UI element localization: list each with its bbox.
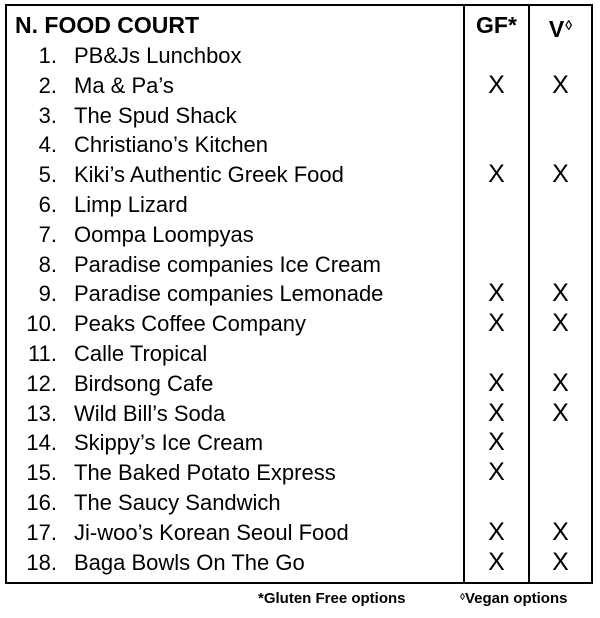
- gluten-free-mark: X: [488, 309, 505, 338]
- vegan-footnote: [460, 590, 567, 607]
- table-row: [7, 488, 591, 518]
- vendor-name: Paradise companies Ice Cream: [74, 251, 381, 277]
- vendor-name: Wild Bill’s Soda: [74, 400, 226, 426]
- vendor-name: Paradise companies Lemonade: [74, 281, 384, 307]
- table-row: [7, 369, 591, 399]
- row-number: 10.: [26, 311, 57, 337]
- vegan-footnote-mark: ◊: [460, 592, 465, 603]
- row-number: 13.: [26, 400, 57, 426]
- vegan-footnote-label: Vegan options: [464, 590, 568, 607]
- row-number: 16.: [26, 489, 57, 515]
- gluten-free-footnote: *Gluten Free options: [258, 590, 406, 607]
- row-number: 11.: [28, 340, 57, 366]
- table-row: [7, 518, 591, 548]
- vegan-mark: X: [552, 368, 569, 397]
- row-number: 2.: [38, 72, 57, 98]
- table-row: [7, 130, 591, 160]
- table-row: [7, 279, 591, 309]
- vegan-lozenge-mark: ◊: [565, 17, 573, 33]
- row-number: 7.: [38, 221, 57, 247]
- table-row: [7, 160, 591, 190]
- vendor-name: The Spud Shack: [74, 102, 237, 128]
- table-row: [7, 339, 591, 369]
- gluten-free-mark: X: [488, 279, 505, 308]
- vegan-mark: X: [552, 517, 569, 546]
- food-court-table: [5, 4, 593, 584]
- vendor-name: Limp Lizard: [74, 191, 188, 217]
- table-row: [7, 101, 591, 131]
- vendor-name: Kiki’s Authentic Greek Food: [74, 162, 344, 188]
- vendor-name: Christiano’s Kitchen: [74, 132, 269, 158]
- vegan-mark: X: [552, 398, 569, 427]
- row-number: 18.: [26, 549, 57, 575]
- row-number: 6.: [38, 191, 57, 217]
- table-row: [7, 190, 591, 220]
- table-row: [7, 399, 591, 429]
- gluten-free-mark: X: [488, 428, 505, 457]
- table-row: [7, 309, 591, 339]
- vendor-name: PB&Js Lunchbox: [74, 43, 242, 68]
- vegan-mark: X: [552, 160, 569, 189]
- vendor-list: [7, 41, 591, 577]
- vendor-name: Peaks Coffee Company: [74, 311, 306, 337]
- row-number: 15.: [26, 460, 57, 486]
- table-row: [7, 458, 591, 488]
- vendor-name: Skippy’s Ice Cream: [74, 430, 264, 456]
- table-row: [7, 41, 591, 71]
- vendor-name: Oompa Loompyas: [74, 221, 254, 247]
- row-number: 9.: [38, 281, 57, 307]
- gf-column-header: GF*: [476, 12, 517, 38]
- vegan-mark: X: [552, 547, 569, 576]
- vendor-name: The Baked Potato Express: [74, 460, 336, 486]
- gluten-free-mark: X: [488, 160, 505, 189]
- row-number: 12.: [26, 370, 57, 396]
- vendor-name: Ma & Pa’s: [74, 72, 174, 98]
- vendor-name: Birdsong Cafe: [74, 370, 214, 396]
- table-row: [7, 220, 591, 250]
- vegan-column-header: [530, 8, 591, 42]
- vendor-name: Ji-woo’s Korean Seoul Food: [74, 519, 349, 545]
- row-number: 17.: [26, 519, 57, 545]
- vegan-mark: X: [552, 70, 569, 99]
- vegan-mark: X: [552, 279, 569, 308]
- table-row: [7, 71, 591, 101]
- gluten-free-mark: X: [488, 398, 505, 427]
- gluten-free-mark: X: [488, 368, 505, 397]
- gluten-free-mark: X: [488, 70, 505, 99]
- vegan-mark: X: [552, 309, 569, 338]
- table-row: [7, 428, 591, 458]
- row-number: 1.: [38, 43, 57, 68]
- gluten-free-mark: X: [488, 458, 505, 487]
- vendor-name: Baga Bowls On The Go: [74, 549, 305, 575]
- table-row: [7, 250, 591, 280]
- row-number: 3.: [38, 102, 57, 128]
- row-number: 5.: [38, 162, 57, 188]
- vegan-column-header-label: V: [548, 16, 565, 42]
- row-number: 14.: [26, 430, 57, 456]
- vendor-name: The Saucy Sandwich: [74, 489, 281, 515]
- table-title: N. FOOD COURT: [15, 12, 199, 38]
- gluten-free-mark: X: [488, 547, 505, 576]
- table-row: [7, 548, 591, 578]
- gluten-free-mark: X: [488, 517, 505, 546]
- vendor-name: Calle Tropical: [74, 340, 208, 366]
- row-number: 8.: [38, 251, 57, 277]
- row-number: 4.: [38, 132, 57, 158]
